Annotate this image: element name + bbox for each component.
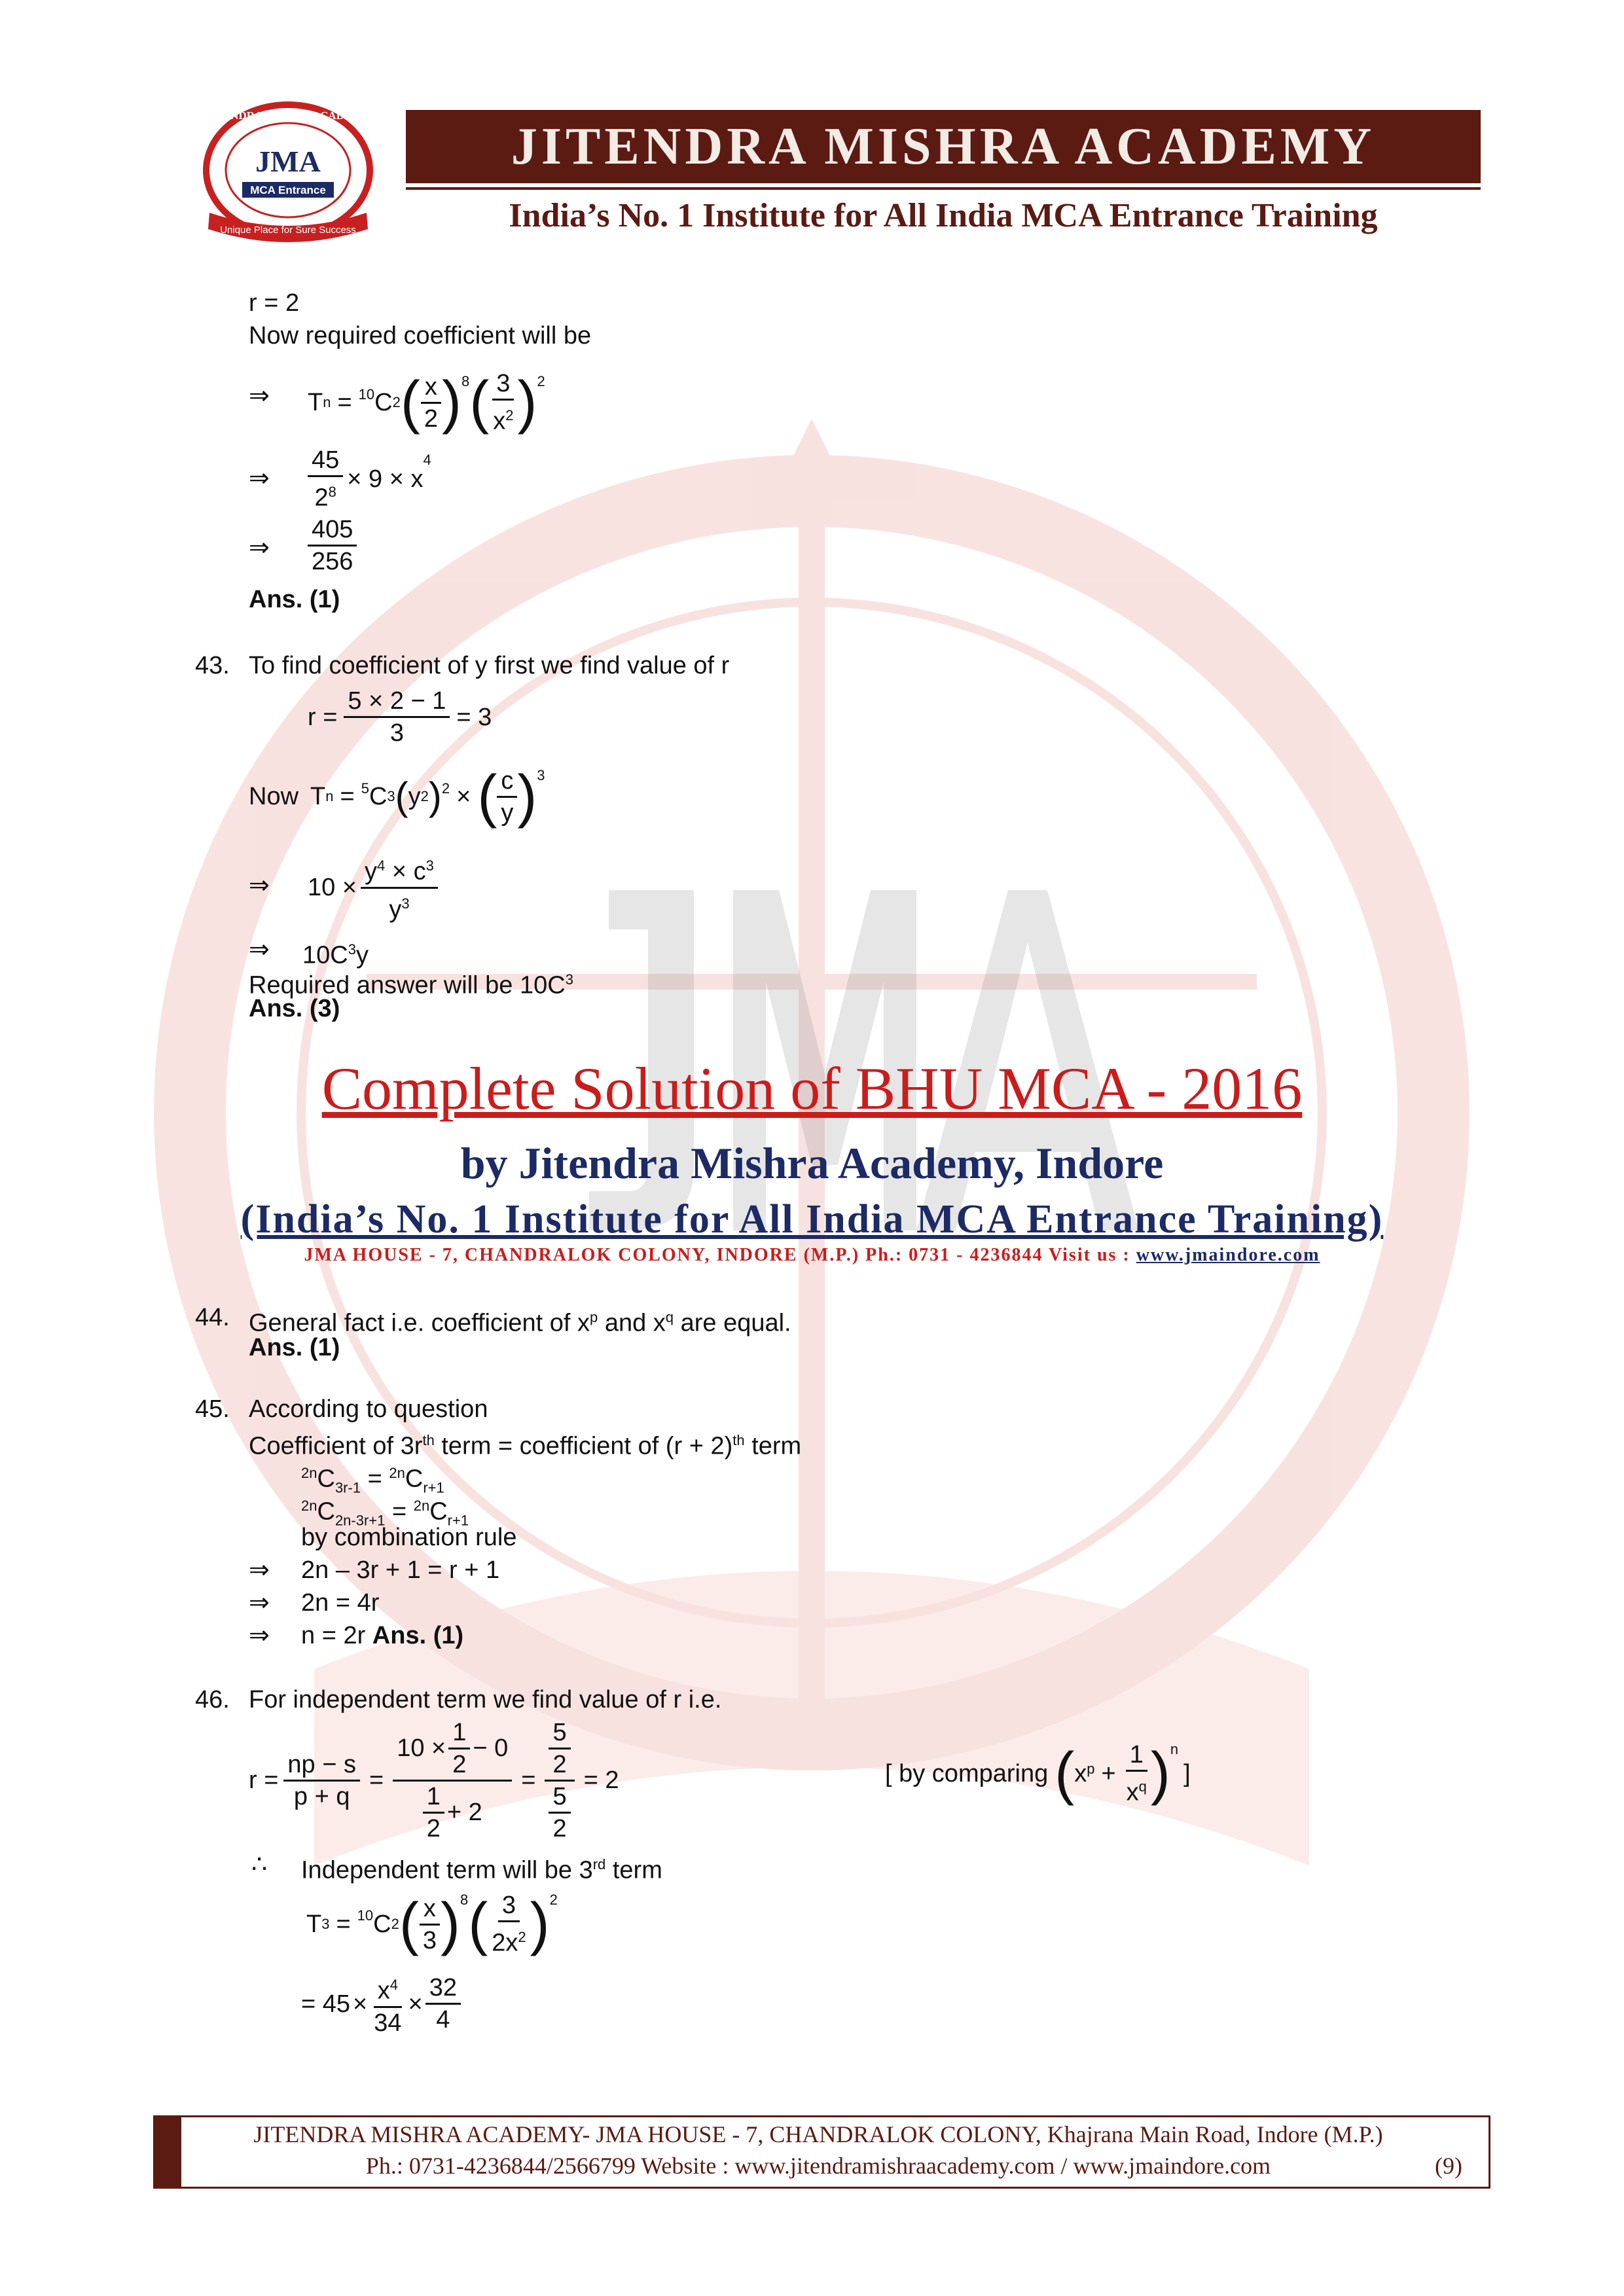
y-symbol: y	[389, 895, 402, 924]
r-lhs: r =	[249, 1767, 279, 1794]
five-halves	[549, 1782, 570, 1844]
c-symbol: C	[317, 1465, 335, 1493]
question-number-45: 45.	[195, 1395, 230, 1423]
c-symbol: C	[429, 1498, 448, 1526]
c-superscript: 10	[357, 1907, 374, 1924]
fraction	[361, 851, 438, 924]
footer-accent-bar	[155, 2117, 181, 2187]
exponent: 4	[423, 452, 431, 468]
paren-open: (	[1055, 1741, 1075, 1806]
denominator: 2	[452, 1750, 467, 1778]
numerator: x	[421, 372, 441, 404]
numerator: 5	[549, 1782, 570, 1814]
equals: =	[369, 1767, 384, 1794]
step-45-2: 2n = 4r	[301, 1589, 380, 1617]
equals: =	[385, 1498, 414, 1526]
paren-open: (	[400, 370, 420, 435]
minus-zero: − 0	[473, 1734, 509, 1762]
one-half	[448, 1717, 470, 1780]
numerator: 1	[1126, 1740, 1147, 1772]
c-symbol: C	[369, 783, 388, 810]
numerator	[393, 1717, 512, 1782]
superscript: 2n	[389, 1465, 405, 1481]
3-over-2x2	[488, 1890, 530, 1958]
step-expression	[308, 445, 431, 513]
compound-fraction	[393, 1717, 512, 1844]
answer-42: Ans. (1)	[249, 586, 340, 613]
times: ×	[353, 1990, 368, 2018]
svg-text:JITENDRA MISHRA ACADEMY: JITENDRA MISHRA ACADEMY	[206, 109, 370, 122]
t-symbol: T	[310, 783, 326, 810]
general-term-43	[249, 761, 545, 833]
now-label: Now	[249, 783, 299, 810]
svg-text:MCA Entrance: MCA Entrance	[250, 184, 326, 196]
c-subscript: 2	[391, 1916, 399, 1932]
numerator: 3	[498, 1890, 520, 1922]
c-subscript: 3	[387, 788, 395, 804]
ten-times: 10 ×	[397, 1734, 446, 1762]
question-number-46: 46.	[195, 1686, 230, 1713]
exponent: 3	[401, 895, 410, 912]
text-part: term	[744, 1432, 802, 1460]
paren-close: )	[441, 370, 461, 435]
plus-two: + 2	[446, 1799, 482, 1826]
denominator: p + q	[293, 1782, 350, 1810]
paren-close: )	[530, 1892, 550, 1957]
numerator: 3	[492, 368, 514, 401]
equals: =	[361, 1465, 389, 1493]
academy-banner: JITENDRA MISHRA ACADEMY	[406, 110, 1481, 183]
denominator: 4	[436, 2006, 450, 2034]
third-term-expression	[306, 1885, 558, 1964]
question-43-intro: To find coefficient of y first we find value of r	[249, 652, 730, 679]
text-part: term = coefficient of (r + 2)	[434, 1432, 733, 1460]
denominator	[310, 477, 340, 513]
numerator: 1	[423, 1782, 444, 1814]
jma-logo	[196, 98, 380, 255]
ordinal: th	[732, 1432, 745, 1448]
exponent: 8	[461, 373, 470, 389]
numerator: 405	[308, 514, 357, 547]
svg-text:Unique Place for Sure Success: Unique Place for Sure Success	[220, 224, 356, 236]
t-symbol: T	[308, 389, 323, 416]
paren-open: (	[468, 1892, 488, 1957]
coefficient: 10 ×	[308, 874, 357, 902]
two-x: 2x	[492, 1929, 518, 1957]
3-over-x2	[489, 368, 517, 437]
c-symbol: C	[317, 1498, 335, 1526]
x-over-2	[420, 372, 442, 434]
superscript: 2n	[301, 1498, 317, 1514]
implies-arrow: ⇒	[249, 465, 270, 492]
r-derivation	[249, 1715, 619, 1846]
implies-arrow: ⇒	[249, 936, 270, 963]
denominator: 2	[424, 404, 438, 433]
paren-open: (	[399, 1892, 419, 1957]
paren-close: )	[428, 774, 442, 818]
answer-44: Ans. (1)	[249, 1334, 340, 1361]
45-over-2-pow-8	[308, 445, 343, 513]
denominator	[419, 1782, 486, 1844]
equals: =	[340, 783, 355, 810]
t-subscript: n	[325, 788, 334, 804]
exponent: 2	[549, 1892, 558, 1908]
t-subscript: n	[323, 394, 331, 410]
promo-address	[0, 1245, 1624, 1266]
exponent: 3	[348, 941, 356, 958]
exponent: 8	[328, 484, 336, 500]
numerator: 45	[308, 445, 343, 477]
exponent: 3	[565, 971, 573, 988]
text-part: Independent term will be 3	[301, 1856, 593, 1884]
superscript: 2n	[301, 1465, 317, 1481]
bracket-close: ]	[1183, 1760, 1191, 1787]
ordinal: th	[422, 1432, 435, 1448]
x-symbol: x	[1126, 1778, 1139, 1806]
x-over-3	[419, 1893, 441, 1956]
result-fraction	[308, 514, 357, 577]
denominator: 3	[389, 719, 404, 747]
equals: =	[336, 1910, 351, 1938]
subscript: r+1	[447, 1512, 469, 1529]
x4-over-34	[370, 1970, 405, 2038]
exponent: 2	[441, 780, 450, 797]
c-superscript: 10	[358, 386, 375, 403]
np-s-over-p-q	[283, 1749, 360, 1812]
exponent: 3	[425, 857, 434, 874]
academy-tagline: India’s No. 1 Institute for All India MCA Entrance Training	[509, 197, 1378, 234]
one-over-xq	[1123, 1740, 1151, 1808]
times: ×	[408, 1990, 423, 2018]
subscript: 3r-1	[334, 1479, 361, 1496]
exponent: p	[590, 1309, 598, 1325]
denominator: 2	[552, 1750, 567, 1778]
c-symbol: C	[374, 389, 393, 416]
superscript: 2n	[413, 1498, 430, 1514]
equals: =	[521, 1767, 536, 1794]
exponent: 3	[537, 767, 545, 783]
denominator: y	[501, 798, 514, 827]
footer-address: JITENDRA MISHRA ACADEMY- JMA HOUSE - 7, CHANDRALOK COLONY, Khajrana Main Road, Indore (M.P.)	[253, 2121, 1383, 2147]
paren-close: )	[517, 370, 537, 435]
question-number-44: 44.	[195, 1304, 230, 1331]
exponent: n	[1170, 1741, 1179, 1757]
numerator	[374, 1970, 402, 2008]
denominator: 2	[552, 1814, 567, 1842]
denominator	[489, 401, 517, 437]
r-value-line: r = 2	[249, 289, 300, 317]
t-subscript: 3	[321, 1916, 330, 1932]
implies-arrow: ⇒	[249, 1556, 270, 1584]
svg-text:JMA: JMA	[255, 145, 321, 178]
question-46-intro: For independent term we find value of r i.e.	[249, 1686, 722, 1713]
banner-underline	[406, 187, 1481, 190]
y-symbol: y	[408, 783, 421, 810]
exponent: 2	[537, 373, 545, 389]
step-45-1: 2n – 3r + 1 = r + 1	[301, 1556, 500, 1584]
implies-arrow: ⇒	[249, 382, 270, 410]
r-lhs: r =	[308, 703, 338, 731]
independent-term-note	[301, 1850, 662, 1886]
paren-close: )	[440, 1892, 460, 1957]
x-symbol: x	[1074, 1760, 1087, 1787]
promo-title: Complete Solution of BHU MCA - 2016	[321, 1055, 1303, 1122]
implies-arrow: ⇒	[249, 534, 270, 562]
question-number-43: 43.	[195, 652, 230, 679]
r-calculation	[308, 686, 492, 748]
numerator: 32	[425, 1973, 461, 2005]
equals-45: = 45	[301, 1990, 351, 2018]
t-symbol: T	[306, 1910, 322, 1938]
numerator: 5 × 2 − 1	[344, 686, 450, 718]
text-part: Coefficient of 3r	[249, 1432, 423, 1460]
denominator	[385, 889, 413, 925]
times-c: × c	[385, 857, 426, 886]
question-45-intro: According to question	[249, 1395, 488, 1423]
comparison-note	[885, 1734, 1191, 1813]
paren-open: (	[469, 370, 490, 435]
therefore-symbol: ∴	[251, 1851, 268, 1878]
general-term-expression	[308, 367, 545, 439]
equals: =	[337, 389, 352, 416]
answer-43: Ans. (3)	[249, 995, 340, 1022]
numerator: 1	[448, 1717, 470, 1749]
y-symbol: y	[355, 941, 369, 969]
numerator: c	[497, 766, 517, 798]
coefficient-intro: Now required coefficient will be	[249, 322, 592, 350]
denominator: 3	[422, 1926, 437, 1954]
numerator	[545, 1717, 574, 1782]
numerator: x	[420, 1893, 440, 1926]
one-half	[423, 1782, 444, 1844]
paren-open: (	[477, 764, 497, 829]
denominator: 2	[426, 1814, 441, 1842]
equals-two: = 2	[583, 1767, 619, 1794]
five-halves	[549, 1717, 570, 1780]
exponent: q	[1138, 1778, 1147, 1795]
product-text: × 9 × x	[347, 465, 424, 493]
plus: +	[1101, 1760, 1116, 1787]
denominator	[488, 1922, 530, 1958]
denominator: 34	[374, 2009, 402, 2037]
promo-tagline: (India’s No. 1 Institute for All India MCA Entrance Training)	[240, 1197, 1384, 1242]
exponent: p	[1087, 1761, 1095, 1777]
c-over-y	[497, 766, 517, 828]
step-text: 10C	[302, 941, 348, 969]
step-43-1	[308, 851, 438, 924]
y-symbol: y	[365, 857, 378, 886]
denominator	[545, 1782, 574, 1844]
numerator: 5	[549, 1717, 570, 1749]
exponent: q	[665, 1309, 674, 1325]
promo-subtitle: by Jitendra Mishra Academy, Indore	[460, 1138, 1164, 1188]
subscript: 2n-3r+1	[334, 1512, 386, 1529]
page-number: (9)	[1435, 2153, 1462, 2179]
address-text: JMA HOUSE - 7, CHANDRALOK COLONY, INDORE (M.P.) Ph.: 0731 - 4236844 Visit us :	[304, 1245, 1136, 1265]
implies-arrow: ⇒	[249, 1622, 270, 1649]
c-superscript: 5	[361, 780, 369, 797]
c-symbol: C	[373, 1910, 391, 1938]
required-text: Required answer will be 10C	[249, 971, 566, 999]
step-text: n = 2r	[301, 1622, 366, 1649]
c-subscript: 2	[392, 394, 401, 410]
paren-close: )	[517, 764, 537, 829]
exponent: 2	[518, 1929, 526, 1946]
numerator: np − s	[283, 1749, 360, 1782]
base: 2	[314, 484, 329, 512]
denominator	[1123, 1772, 1151, 1808]
paren-open: (	[395, 774, 408, 818]
answer-45: Ans. (1)	[372, 1622, 464, 1649]
subscript: r+1	[423, 1479, 444, 1496]
implies-arrow: ⇒	[249, 1589, 270, 1617]
405-over-256	[308, 514, 357, 577]
denominator: 256	[312, 548, 353, 575]
exponent: 2	[505, 407, 514, 424]
implies-arrow: ⇒	[249, 872, 270, 899]
combination-rule: by combination rule	[301, 1524, 517, 1551]
text-part: and x	[598, 1309, 666, 1337]
exponent: 4	[377, 857, 386, 874]
paren-close: )	[1150, 1741, 1170, 1806]
ordinal: rd	[592, 1856, 606, 1873]
website-link[interactable]: www.jmaindore.com	[1136, 1245, 1320, 1265]
32-over-4	[425, 1973, 461, 2035]
x-symbol: x	[493, 407, 506, 435]
five-halves-ratio	[545, 1717, 574, 1844]
exponent: 8	[460, 1892, 469, 1908]
text-part: General fact i.e. coefficient of x	[249, 1309, 590, 1337]
x-symbol: x	[377, 1977, 390, 2005]
final-expression	[301, 1970, 461, 2038]
text-part: term	[605, 1856, 662, 1884]
coefficient-comparison	[249, 1426, 801, 1462]
numerator	[361, 851, 438, 889]
r-fraction	[344, 686, 450, 748]
footer-contact: Ph.: 0731-4236844/2566799 Website : www.jitendramishraacademy.com / www.jmaindore.com	[365, 2153, 1271, 2179]
exponent: 2	[420, 788, 429, 804]
r-rhs: = 3	[456, 703, 492, 731]
c-symbol: C	[405, 1465, 424, 1493]
times: ×	[456, 783, 471, 810]
exponent: 4	[389, 1977, 398, 1993]
text-part: are equal.	[674, 1309, 791, 1337]
compare-text: [ by comparing	[885, 1760, 1049, 1787]
step-45-3	[301, 1621, 463, 1651]
